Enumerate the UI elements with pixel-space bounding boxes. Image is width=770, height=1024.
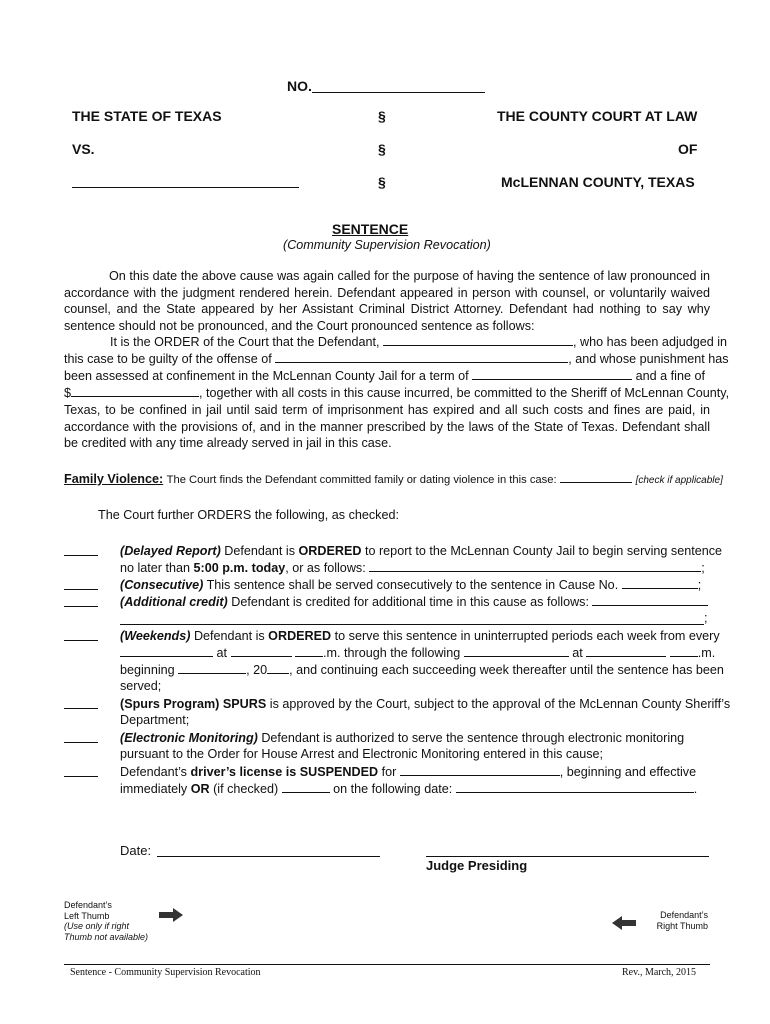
date-label: Date: (120, 843, 152, 858)
footer-title: Sentence - Community Supervision Revocation (70, 967, 261, 978)
order-line-4 (64, 385, 729, 402)
end-ampm-blank[interactable] (670, 645, 698, 657)
section-symbol: § (378, 141, 386, 157)
weekends-text: .m. through the following (323, 646, 461, 660)
end-day-blank[interactable] (464, 645, 569, 657)
em-title: (Electronic Monitoring) (120, 731, 258, 745)
weekends-text: .m. (697, 646, 716, 660)
ordered-text: ORDERED (298, 544, 362, 558)
credit-blank[interactable] (592, 594, 708, 606)
order-line-2 (64, 351, 729, 368)
weekends-line-2 (120, 645, 715, 662)
delayed-report-text: Defendant is (224, 544, 295, 558)
court-name: THE COUNTY COURT AT LAW (497, 108, 698, 124)
em-text: Defendant is authorized to serve the sentence through electronic monitoring (261, 731, 685, 745)
report-time: 5:00 p.m. today (193, 561, 286, 575)
beginning-date-blank[interactable] (178, 662, 246, 674)
spurs-line-1 (120, 696, 730, 713)
delayed-report-text: , or as follows: (285, 561, 366, 575)
license-line-2 (120, 781, 697, 798)
if-checked-blank[interactable] (282, 781, 330, 793)
of-label: OF (678, 141, 698, 157)
weekends-line-1 (120, 628, 720, 645)
family-violence-text: The Court finds the Defendant committed family or dating violence in this case: (166, 474, 557, 486)
em-line-2: pursuant to the Order for House Arrest and Electronic Monitoring entered in this cause; (120, 747, 604, 761)
end-time-blank[interactable] (586, 645, 666, 657)
additional-credit-line (120, 594, 708, 611)
order-text: It is the ORDER of the Court that the Defendant, (110, 335, 380, 349)
delayed-report-title: (Delayed Report) (120, 544, 221, 558)
year-label: , 20 (246, 663, 268, 677)
weekends-text: Defendant is (193, 629, 265, 643)
county-name: McLENNAN COUNTY, TEXAS (501, 174, 695, 190)
start-time-blank[interactable] (231, 645, 292, 657)
delayed-report-line-1 (120, 543, 722, 560)
order-text: , who has been adjudged in (573, 335, 728, 349)
right-thumb-label (656, 910, 708, 931)
family-violence-note: [check if applicable] (635, 475, 723, 486)
order-text: , and whose punishment has (568, 352, 729, 366)
intro-paragraph: On this date the above cause was again called for the purpose of having the sentence of law pronounced in accordance with the judgment rendered herein. Defendant appeared in person with counsel, or voluntarily waived counsel, and the State appeared by her Assistant Criminal District Attorney. Defendant had nothing to say why sentence should not be pronounced, and the Court pronounced sentence as follows: (64, 269, 710, 333)
weekends-title: (Weekends) (120, 629, 191, 643)
fine-amount-blank[interactable] (71, 385, 199, 397)
license-line-1 (120, 764, 696, 781)
order-line-3 (64, 368, 705, 385)
at-label: at (216, 646, 228, 660)
document-title: SENTENCE (332, 221, 409, 237)
semicolon: ; (701, 561, 705, 575)
consecutive-title: (Consecutive) (120, 578, 204, 592)
delayed-report-line-2 (120, 560, 705, 577)
spurs-line-2: Department; (120, 713, 190, 727)
dollar-sign: $ (64, 386, 72, 400)
jail-term-blank[interactable] (472, 368, 632, 380)
license-suspended-checkbox[interactable] (64, 776, 98, 777)
start-ampm-blank[interactable] (295, 645, 323, 657)
judge-presiding-label: Judge Presiding (426, 858, 528, 873)
left-thumb-label (64, 900, 148, 942)
cause-number-blank[interactable] (622, 577, 698, 589)
spurs-title: (Spurs Program) SPURS (120, 697, 267, 711)
at-label: at (572, 646, 583, 660)
order-line-1 (110, 334, 727, 351)
state-party: THE STATE OF TEXAS (72, 108, 222, 124)
thumb-text: Thumb not available) (64, 931, 149, 942)
served-text: served; (120, 679, 162, 693)
family-violence-label: Family Violence: (64, 472, 164, 486)
license-text: immediately (120, 782, 188, 796)
family-violence-row (64, 471, 723, 488)
date-field[interactable] (157, 856, 380, 857)
thumb-text: Left Thumb (64, 910, 110, 921)
consecutive-text: This sentence shall be served consecutively to the sentence in Cause No. (206, 578, 619, 592)
case-number-label: NO. (287, 78, 312, 94)
order-rest: Texas, to be confined in jail until said term of imprisonment has expired and all such costs and fines are paid, in accordance with the provisions of, and in the manner prescribed by the laws of the State of Texas. Defendant shall be credited with any time already served in jail in this case. (64, 403, 710, 451)
credit-continuation-blank[interactable] (120, 624, 704, 625)
section-symbol: § (378, 108, 386, 124)
following-date-blank[interactable] (456, 781, 694, 793)
versus-label: VS. (72, 141, 95, 157)
period: . (693, 782, 698, 796)
spurs-text: is approved by the Court, subject to the approval of the McLennan County Sheriff’s (269, 697, 731, 711)
report-alternative-blank[interactable] (369, 560, 701, 572)
semicolon: ; (704, 611, 708, 625)
thumb-text: (Use only if right (64, 921, 130, 931)
beginning-label: beginning (120, 663, 175, 677)
document-subtitle: (Community Supervision Revocation) (283, 238, 491, 252)
year-blank[interactable] (267, 662, 289, 674)
judge-signature-field[interactable] (426, 856, 709, 857)
ordered-text: ORDERED (268, 629, 332, 643)
weekends-checkbox[interactable] (64, 640, 98, 641)
order-text: been assessed at confinement in the McLennan County Jail for a term of (64, 369, 469, 383)
license-text: , beginning and effective (559, 765, 697, 779)
weekends-text: to serve this sentence in uninterrupted periods each week from every (334, 629, 720, 643)
delayed-report-text: to report to the McLennan County Jail to begin serving sentence (364, 544, 723, 558)
order-text: , together with all costs in this cause incurred, be committed to the Sheriff of McLennan County, (199, 386, 730, 400)
section-symbol: § (378, 174, 386, 190)
weekends-text: , and continuing each succeeding week thereafter until the sentence has been (289, 663, 724, 677)
footer-revision: Rev., March, 2015 (622, 967, 697, 978)
additional-credit-text: Defendant is credited for additional time in this cause as follows: (231, 595, 589, 609)
thumb-text: Right Thumb (656, 920, 708, 931)
delayed-report-checkbox[interactable] (64, 555, 98, 556)
license-text: for (381, 765, 397, 779)
order-text: this case to be guilty of the offense of (64, 352, 272, 366)
order-text: and a fine of (635, 369, 705, 383)
license-text: on the following date: (333, 782, 453, 796)
spurs-checkbox[interactable] (64, 708, 98, 709)
license-text: Defendant’s (120, 765, 187, 779)
weekends-line-3 (120, 662, 724, 679)
case-number-field[interactable] (312, 92, 485, 93)
start-day-blank[interactable] (120, 645, 213, 657)
orders-intro: The Court further ORDERS the following, as checked: (98, 508, 399, 522)
license-text: (if checked) (213, 782, 279, 796)
defendant-name-blank[interactable] (383, 334, 573, 346)
left-arrow-icon (612, 916, 636, 930)
license-suspended-text: driver’s license is SUSPENDED (190, 765, 379, 779)
offense-blank[interactable] (275, 351, 568, 363)
family-violence-checkbox[interactable] (560, 471, 632, 483)
electronic-monitoring-checkbox[interactable] (64, 742, 98, 743)
right-arrow-icon (159, 908, 183, 922)
semicolon: ; (697, 578, 702, 592)
thumb-text: Defendant’s (660, 910, 708, 920)
footer-divider (64, 964, 710, 965)
em-line-1 (120, 730, 684, 747)
defendant-name-field[interactable] (72, 187, 299, 188)
or-text: OR (190, 782, 210, 796)
consecutive-checkbox[interactable] (64, 589, 98, 590)
delayed-report-text: no later than (120, 561, 191, 575)
suspension-period-blank[interactable] (400, 764, 560, 776)
consecutive-line (120, 577, 701, 594)
additional-credit-checkbox[interactable] (64, 606, 98, 607)
additional-credit-title: (Additional credit) (120, 595, 228, 609)
thumb-text: Defendant’s (64, 900, 112, 910)
